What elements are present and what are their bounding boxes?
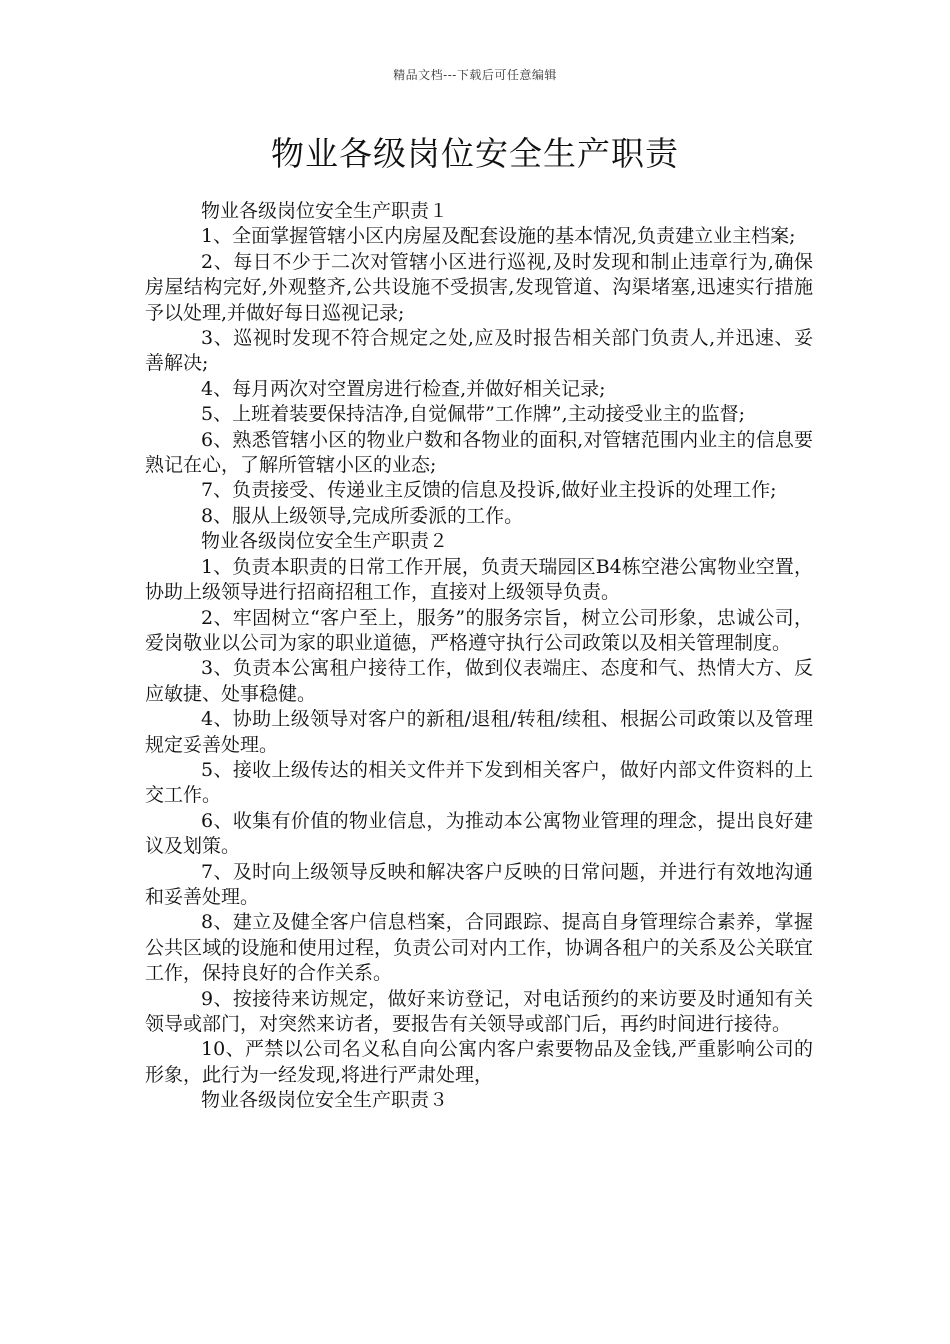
paragraph: 6、收集有价值的物业信息，为推动本公寓物业管理的理念，提出良好建议及划策。 (145, 809, 813, 858)
paragraph: 4、协助上级领导对客户的新租/退租/转租/续租、根据公司政策以及管理规定妥善处理。 (145, 708, 813, 756)
paragraph: 1、全面掌握管辖小区内房屋及配套设施的基本情况,负责建立业主档案; (201, 225, 796, 248)
paragraph: 8、建立及健全客户信息档案，合同跟踪、提高自身管理综合素养，掌握公共区域的设施和使用过程，负责公司对内工作，协调各租户的关系及公关联宜工作，保持良好的合作关系。 (145, 911, 813, 985)
document-body (145, 199, 813, 1114)
paragraph: 10、严禁以公司名义私自向公寓内客户索要物品及金钱,严重影响公司的形象，此行为一经发现,将进行严肃处理， (145, 1038, 813, 1086)
document-title: 物业各级岗位安全生产职责 (271, 134, 679, 173)
section-heading: 物业各级岗位安全生产职责１ (201, 200, 449, 222)
section-heading: 物业各级岗位安全生产职责２ (201, 530, 449, 553)
header-note: 精品文档---下载后可任意编辑 (393, 68, 557, 82)
paragraph: 5、接收上级传达的相关文件并下发到相关客户，做好内部文件资料的上交工作。 (145, 758, 813, 807)
paragraph: 9、按接待来访规定，做好来访登记，对电话预约的来访要及时通知有关领导或部门，对突然来访者，要报告有关领导或部门后，再约时间进行接待。 (145, 987, 813, 1035)
paragraph: 7、及时向上级领导反映和解决客户反映的日常问题，并进行有效地沟通和妥善处理。 (145, 860, 813, 908)
paragraph: 4、每月两次对空置房进行检查,并做好相关记录; (201, 377, 606, 400)
section-heading: 物业各级岗位安全生产职责３ (201, 1089, 449, 1112)
paragraph: 3、巡视时发现不符合规定之处,应及时报告相关部门负责人,并迅速、妥善解决; (145, 327, 813, 375)
paragraph: 2、牢固树立“客户至上，服务”的服务宗旨，树立公司形象，忠诚公司，爱岗敬业以公司为家的职业道德，严格遵守执行公司政策以及相关管理制度。 (145, 606, 813, 654)
paragraph: 1、负责本职责的日常工作开展，负责天瑞园区B4栋空港公寓物业空置，协助上级领导进行招商招租工作，直接对上级领导负责。 (145, 555, 813, 604)
paragraph: 7、负责接受、传递业主反馈的信息及投诉,做好业主投诉的处理工作; (201, 479, 777, 502)
paragraph: 3、负责本公寓租户接待工作，做到仪表端庄、态度和气、热情大方、反应敏捷、处事稳健。 (145, 657, 813, 705)
paragraph: 8、服从上级领导,完成所委派的工作。 (201, 504, 524, 527)
paragraph: 5、上班着装要保持洁净,自觉佩带”工作牌”,主动接受业主的监督; (201, 403, 746, 426)
paragraph: 2、每日不少于二次对管辖小区进行巡视,及时发现和制止违章行为,确保房屋结构完好,外观整齐,公共设施不受损害,发现管道、沟渠堵塞,迅速实行措施予以处理,并做好每日巡视记录; (145, 250, 813, 324)
paragraph: 6、熟悉管辖小区的物业户数和各物业的面积,对管辖范围内业主的信息要熟记在心，了解所管辖小区的业态; (145, 428, 813, 477)
